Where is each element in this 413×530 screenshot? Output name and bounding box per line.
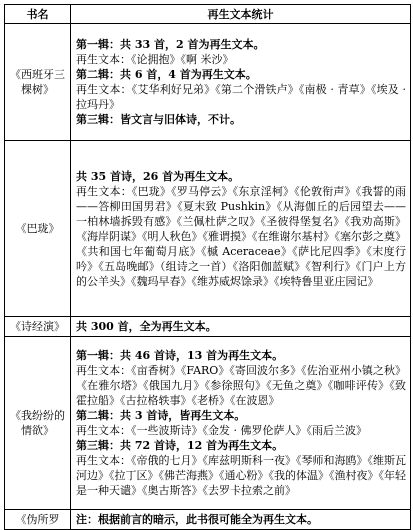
table-row bbox=[5, 24, 411, 141]
group-title: 第二辑：共 6 首，4 首为再生文本。 bbox=[76, 68, 257, 81]
group-title: 第一辑：共 33 首，2 首为再生文本。 bbox=[76, 38, 265, 51]
group-text: 再生文本：《巴珑》《罗马停云》《东京淫柯》《伦敦衔声》《我誓的雨——答柳田国男君》《夏末致 Pushkin》《从海伽丘的后园望去——一柏林墙拆毁有感》《兰佩杜萨之叹》《圣彼得堡复名》《我劝高斯》《海岸阴谋》《明人秋色》《雅谓摸》《在维谢尔基村》《塞尔彭之奠》《共和国七年葡萄月底》《槭 Aceraceae》《萨比尼四季》《末度行吟》《五岛晚邮》（组诗之一首）《洛阳伽蓝赋》《智利行》《门户上方的公羊头》《魏玛早春》《维苏威烬馀录》《埃特鲁里亚庄园记》 bbox=[76, 184, 406, 288]
table-row bbox=[5, 141, 411, 317]
book-name: 《伪所罗 bbox=[5, 510, 71, 530]
group-text: 再生文本：《艾华利好兄弟》《第二个滑铁卢》《南极 · 青草》《埃及 · 拉玛丹》 bbox=[76, 83, 406, 111]
group-title: 共 300 首，全为再生文本。 bbox=[76, 320, 217, 333]
recycled-text-statistics-table bbox=[4, 4, 411, 530]
group-title: 第二辑：共 3 首诗，皆再生文本。 bbox=[76, 409, 246, 422]
table-row bbox=[5, 317, 411, 337]
group-title: 第三辑：共 72 首诗，12 首为再生文本。 bbox=[76, 439, 284, 452]
header-statistics: 再生文本统计 bbox=[71, 5, 411, 24]
book-name: 《我纷纷的情欲》 bbox=[5, 337, 71, 510]
statistics-cell bbox=[71, 510, 411, 530]
document-page bbox=[4, 4, 410, 530]
header-book-title: 书名 bbox=[5, 5, 71, 24]
book-name: 《西班牙三棵树》 bbox=[5, 24, 71, 141]
book-name: 《巴珑》 bbox=[5, 141, 71, 317]
group-text: 再生文本：《论拥抱》《啊 米沙》 bbox=[76, 53, 234, 66]
group-title: 共 35 首诗，26 首为再生文本。 bbox=[76, 169, 240, 183]
group-text: 再生文本：《帝俄的七月》《库兹明斯科一夜》《琴师和海鸥》《维斯瓦河边》《拉丁区》《佛芒海燕》《通心粉》《我的体温》《渔村夜》《年轻是一种天谴》《奥古斯答》《去罗卡拉索之前》 bbox=[76, 454, 406, 497]
table-row bbox=[5, 510, 411, 530]
group-title: 注：根据前言的暗示，此书很可能全为再生文本。 bbox=[76, 513, 318, 526]
group-title: 第一辑：共 46 首诗，13 首为再生文本。 bbox=[76, 349, 284, 362]
statistics-cell bbox=[71, 24, 411, 141]
table-row bbox=[5, 337, 411, 510]
group-title: 第三辑：皆文言与旧体诗，不计。 bbox=[76, 113, 241, 126]
group-text: 再生文本：《亩香树》《FARO》《寄回波尔多》《佐治亚州小镇之秋》《在雅尔塔》《俄国九月》《参徐照句》《无鱼之奠》《咖啡评传》《致霍拉船》《古拉格轶事》《老桥》《在波恩》 bbox=[76, 364, 406, 407]
table-header-row bbox=[5, 5, 411, 24]
statistics-cell bbox=[71, 337, 411, 510]
group-text: 再生文本：《一些波斯诗》《金发 · 佛罗伦萨人》《雨后兰波》 bbox=[76, 424, 367, 437]
book-name: 《诗经演》 bbox=[5, 317, 71, 337]
statistics-cell bbox=[71, 317, 411, 337]
statistics-cell bbox=[71, 141, 411, 317]
